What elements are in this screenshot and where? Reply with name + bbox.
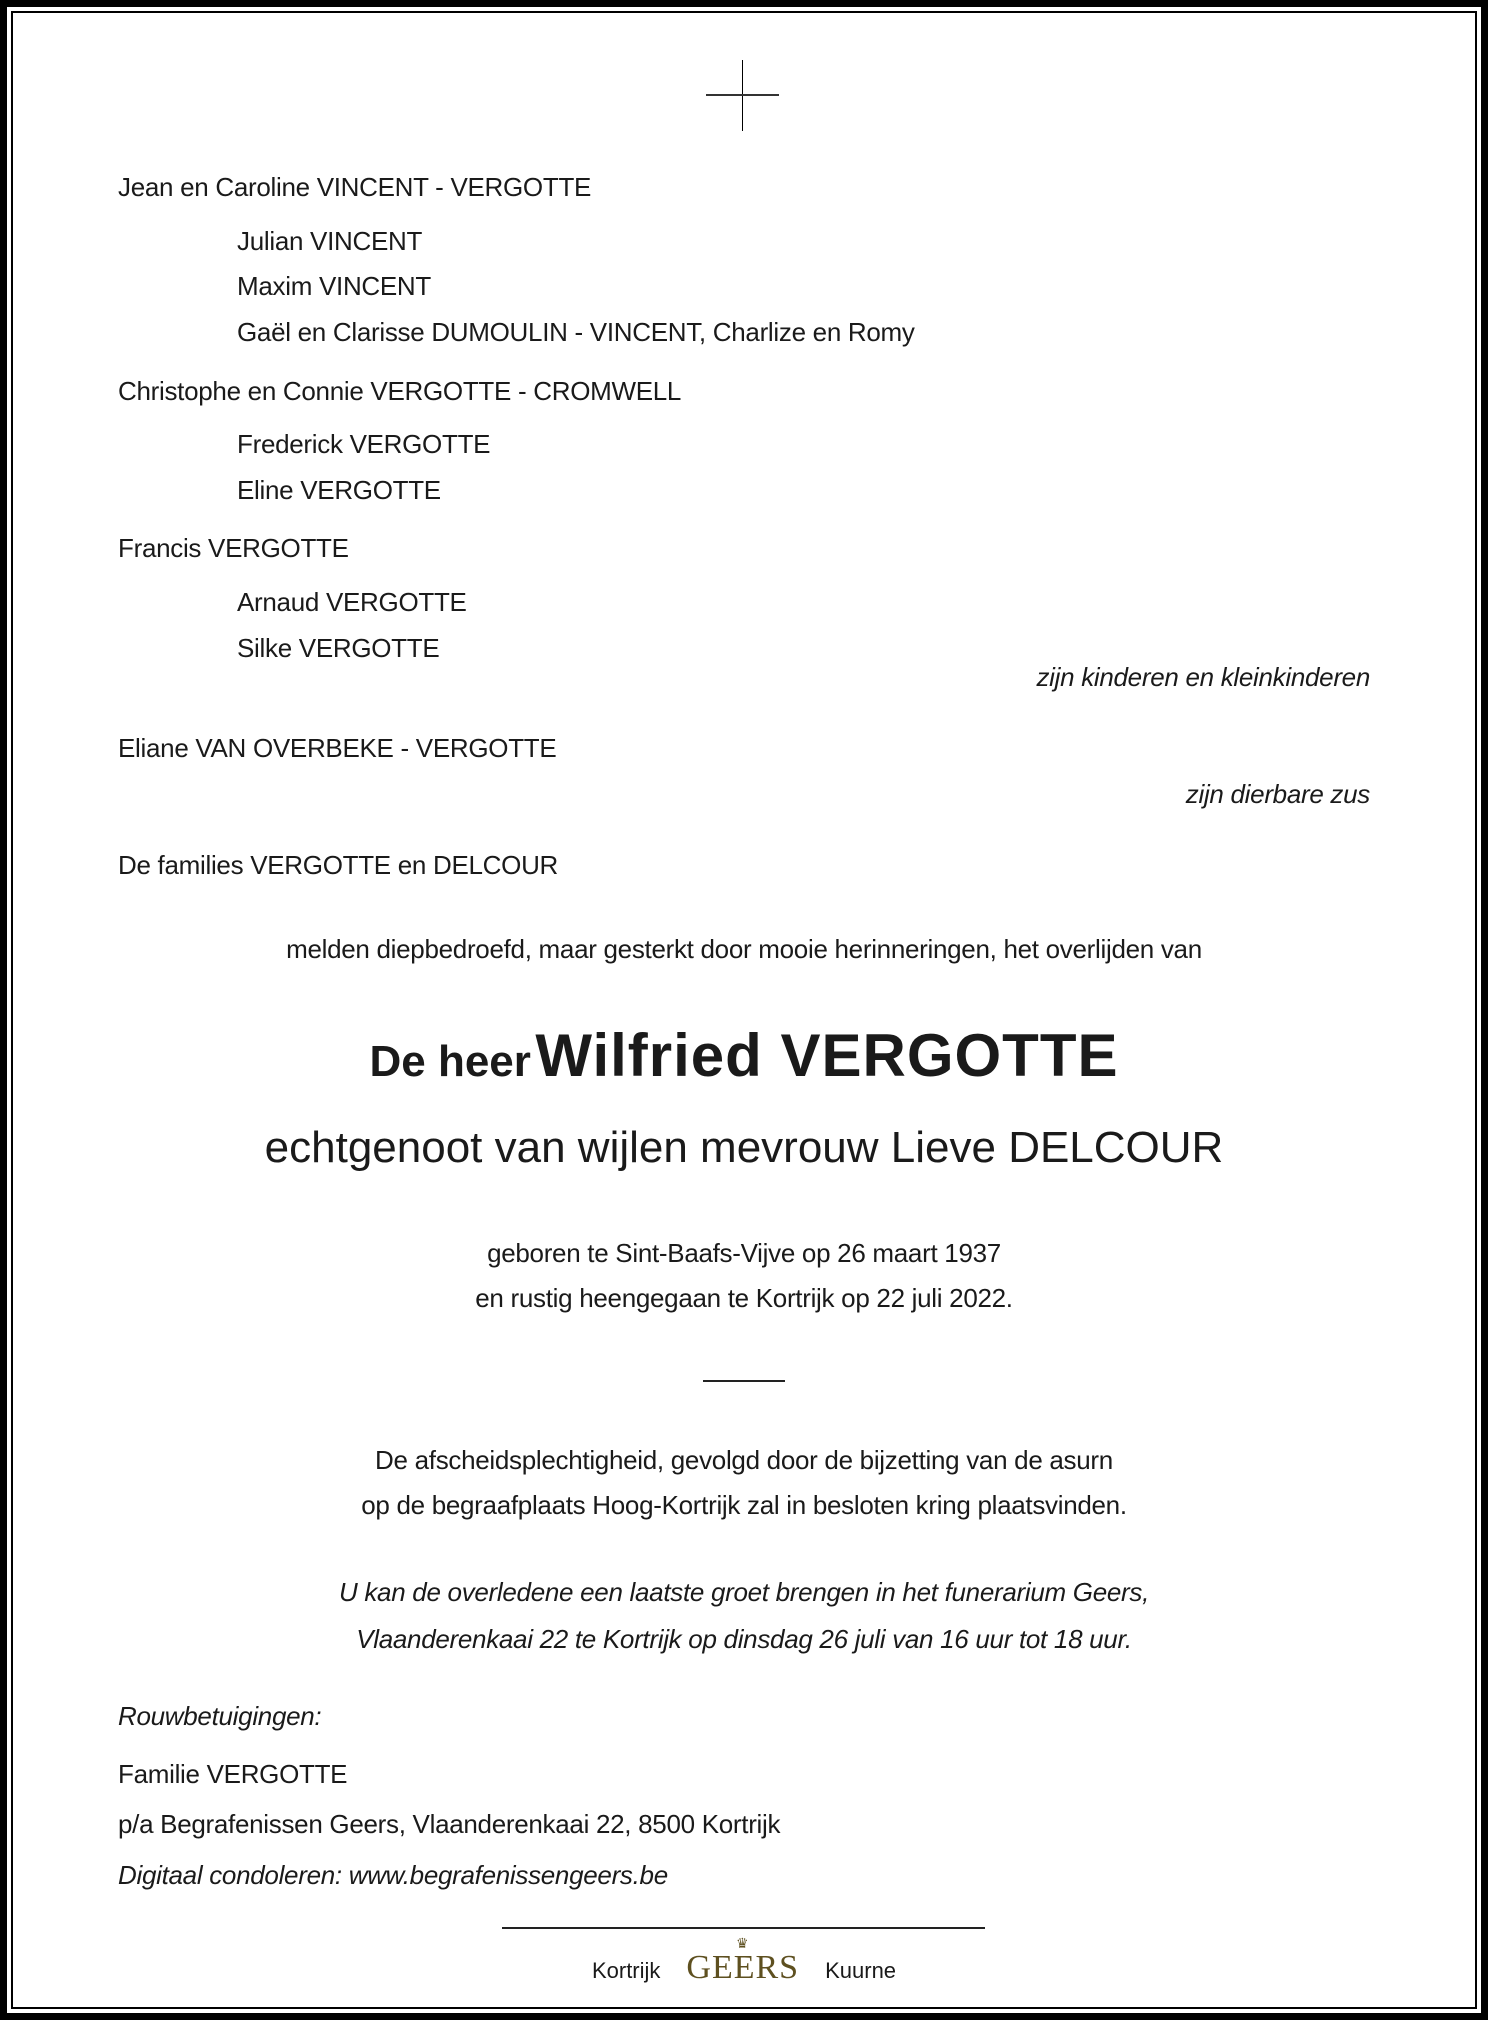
- family-member: Frederick VERGOTTE: [237, 429, 491, 459]
- footer: [0, 1937, 1488, 1986]
- children-label: zijn kinderen en kleinkinderen: [1036, 662, 1370, 692]
- visit-line: Vlaanderenkaai 22 te Kortrijk op dinsdag 26 juli van 16 uur tot 18 uur.: [356, 1624, 1132, 1654]
- family-member: Eline VERGOTTE: [237, 475, 441, 505]
- geers-logo: [686, 1937, 800, 1986]
- sister-name: Eliane VAN OVERBEKE - VERGOTTE: [118, 733, 557, 763]
- condolences-address: p/a Begrafenissen Geers, Vlaanderenkaai 22, 8500 Kortrijk: [118, 1809, 781, 1839]
- family-member: Silke VERGOTTE: [237, 633, 440, 663]
- crown-icon: ♛: [735, 1937, 750, 1952]
- family-member: Gaël en Clarisse DUMOULIN - VINCENT, Charlize en Romy: [237, 317, 915, 347]
- family-member: Julian VINCENT: [237, 226, 423, 256]
- deceased-name: [0, 1018, 1488, 1094]
- separator: [703, 1380, 785, 1382]
- sister-label: zijn dierbare zus: [1185, 779, 1370, 809]
- family-member: Maxim VINCENT: [237, 271, 431, 301]
- footer-divider: [502, 1927, 985, 1929]
- condolences-label: Rouwbetuigingen:: [118, 1701, 322, 1731]
- logo-text: GEERS: [686, 1949, 800, 1986]
- footer-city-right: Kuurne: [825, 1958, 897, 1983]
- condolences-name: Familie VERGOTTE: [118, 1759, 348, 1789]
- ceremony-line: De afscheidsplechtigheid, gevolgd door de bijzetting van de asurn: [375, 1445, 1113, 1475]
- ceremony-line: op de begraafplaats Hoog-Kortrijk zal in besloten kring plaatsvinden.: [361, 1490, 1127, 1520]
- announcement: melden diepbedroefd, maar gesterkt door mooie herinneringen, het overlijden van: [286, 934, 1202, 964]
- visit-line: U kan de overledene een laatste groet brengen in het funerarium Geers,: [338, 1577, 1150, 1607]
- deceased-prefix: De heer: [369, 1037, 531, 1086]
- family-head: Francis VERGOTTE: [118, 533, 349, 563]
- footer-city-left: Kortrijk: [591, 1958, 661, 1983]
- family-member: Arnaud VERGOTTE: [237, 587, 467, 617]
- death-line: en rustig heengegaan te Kortrijk op 22 juli 2022.: [475, 1283, 1013, 1313]
- condolences-digital-link[interactable]: Digitaal condoleren: www.begrafenissengeers.be: [118, 1860, 668, 1890]
- deceased-fullname: Wilfried VERGOTTE: [535, 1022, 1119, 1089]
- birth-line: geboren te Sint-Baafs-Vijve op 26 maart 1937: [487, 1238, 1001, 1268]
- cross-horizontal: [706, 94, 779, 96]
- family-head: Jean en Caroline VINCENT - VERGOTTE: [118, 172, 592, 202]
- family-head: Christophe en Connie VERGOTTE - CROMWELL: [118, 376, 682, 406]
- spouse-line: echtgenoot van wijlen mevrouw Lieve DELCOUR: [264, 1123, 1224, 1172]
- families-line: De families VERGOTTE en DELCOUR: [118, 850, 559, 880]
